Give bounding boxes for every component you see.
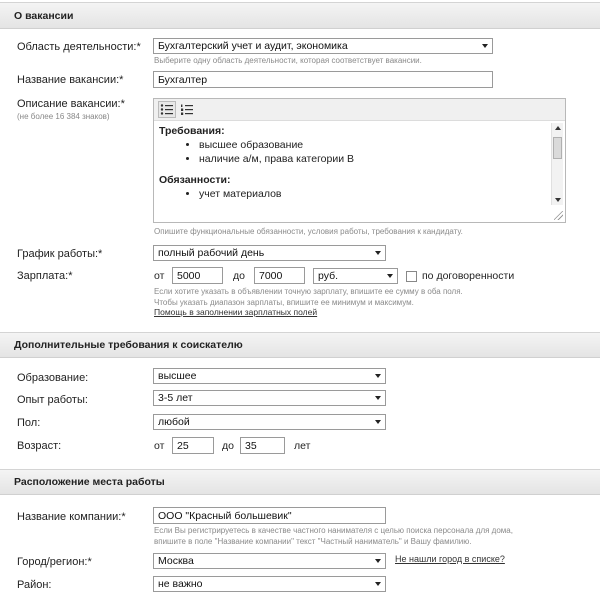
requirements-list	[159, 139, 549, 166]
bullet-list-button[interactable]	[158, 101, 176, 118]
age-label: Возраст:	[17, 440, 62, 452]
salary-help-link[interactable]: Помощь в заполнении зарплатных полей	[154, 307, 318, 317]
editor-toolbar	[154, 99, 565, 121]
section-header-requirements	[0, 332, 600, 358]
description-editor[interactable]	[153, 98, 566, 223]
vacancy-title-value: Бухгалтер	[158, 74, 208, 86]
area-hint: Выберите одну область деятельности, которая соответствует вакансии.	[154, 56, 422, 65]
salary-to-label: до	[233, 270, 245, 282]
experience-select[interactable]	[153, 390, 386, 406]
experience-value: 3-5 лет	[158, 392, 193, 404]
area-select-value: Бухгалтерский учет и аудит, экономика	[158, 40, 348, 52]
chevron-down-icon	[375, 251, 381, 255]
scroll-thumb[interactable]	[553, 137, 562, 159]
age-to-input[interactable]	[240, 437, 285, 454]
title-label: Название вакансии:*	[17, 74, 124, 86]
editor-scrollbar[interactable]	[551, 123, 563, 205]
bullet-list-icon	[159, 102, 175, 117]
description-limit: (не более 16 384 знаков)	[17, 112, 110, 121]
city-missing-link[interactable]: Не нашли город в списке?	[395, 554, 505, 564]
city-label: Город/регион:*	[17, 556, 92, 568]
education-select[interactable]	[153, 368, 386, 384]
age-from-label: от	[154, 440, 165, 452]
section-title: О вакансии	[14, 10, 74, 22]
description-label: Описание вакансии:*	[17, 98, 125, 110]
schedule-label: График работы:*	[17, 248, 103, 260]
chevron-down-icon	[375, 582, 381, 586]
schedule-select-value: полный рабочий день	[158, 247, 265, 259]
gender-select[interactable]	[153, 414, 386, 430]
company-label: Название компании:*	[17, 511, 126, 523]
vacancy-title-input[interactable]	[153, 71, 493, 88]
list-item	[199, 202, 549, 203]
schedule-select[interactable]	[153, 245, 386, 261]
list-item: • учет материалов	[199, 188, 549, 201]
chevron-down-icon	[387, 274, 393, 278]
area-select[interactable]	[153, 38, 493, 54]
gender-label: Пол:	[17, 417, 41, 429]
section-title: Дополнительные требования к соискателю	[14, 339, 243, 351]
salary-to-input[interactable]	[254, 267, 305, 284]
company-hint-2: впишите в поле "Название компании" текст "Частный наниматель" и Вашу фамилию.	[154, 537, 472, 546]
duties-list	[159, 188, 549, 203]
salary-label: Зарплата:*	[17, 270, 73, 282]
district-value: не важно	[158, 578, 203, 590]
list-item: • высшее образование	[199, 139, 549, 152]
age-to-value: 35	[245, 440, 257, 452]
description-hint: Опишите функциональные обязанности, условия работы, требования к кандидату.	[154, 227, 463, 236]
numbered-list-button[interactable]	[178, 101, 196, 118]
chevron-down-icon	[375, 559, 381, 563]
duties-heading: Обязанности:	[159, 174, 231, 186]
city-value: Москва	[158, 555, 194, 567]
salary-hint-exact: Если хотите указать в объявлении точную зарплату, впишите ее сумму в оба поля.	[154, 287, 463, 296]
age-unit: лет	[294, 440, 311, 452]
numbered-list-icon	[179, 102, 195, 117]
city-select[interactable]	[153, 553, 386, 569]
section-header-vacancy	[0, 2, 600, 29]
gender-value: любой	[158, 416, 190, 428]
salary-from-value: 5000	[177, 270, 201, 282]
chevron-down-icon	[375, 374, 381, 378]
resize-grip-icon[interactable]	[554, 211, 563, 220]
list-item: • наличие а/м, права категории В	[199, 153, 549, 166]
education-label: Образование:	[17, 372, 89, 384]
editor-content[interactable]	[159, 125, 549, 203]
education-value: высшее	[158, 370, 197, 382]
salary-hint-range: Чтобы указать диапазон зарплаты, впишите ее минимум и максимум.	[154, 298, 414, 307]
company-hint-1: Если Вы регистрируетесь в качестве частного нанимателя с целью поиска персонала для дома,	[154, 526, 513, 535]
experience-label: Опыт работы:	[17, 394, 88, 406]
salary-to-value: 7000	[259, 270, 283, 282]
age-from-input[interactable]	[172, 437, 214, 454]
chevron-down-icon	[375, 396, 381, 400]
salary-from-input[interactable]	[172, 267, 223, 284]
negotiable-checkbox[interactable]	[406, 271, 417, 282]
company-input[interactable]	[153, 507, 386, 524]
currency-select[interactable]	[313, 268, 398, 284]
area-label: Область деятельности:*	[17, 41, 141, 53]
requirements-heading: Требования:	[159, 125, 225, 137]
scroll-up-icon[interactable]	[555, 126, 561, 130]
negotiable-label[interactable]: по договоренности	[422, 270, 515, 282]
age-from-value: 25	[177, 440, 189, 452]
section-header-location	[0, 469, 600, 495]
age-to-label: до	[222, 440, 234, 452]
scroll-down-icon[interactable]	[555, 198, 561, 202]
district-label: Район:	[17, 579, 52, 591]
salary-from-label: от	[154, 270, 165, 282]
chevron-down-icon	[482, 44, 488, 48]
district-select[interactable]	[153, 576, 386, 592]
section-title: Расположение места работы	[14, 476, 165, 488]
currency-value: руб.	[318, 270, 339, 282]
company-value: ООО "Красный большевик"	[158, 510, 292, 522]
chevron-down-icon	[375, 420, 381, 424]
